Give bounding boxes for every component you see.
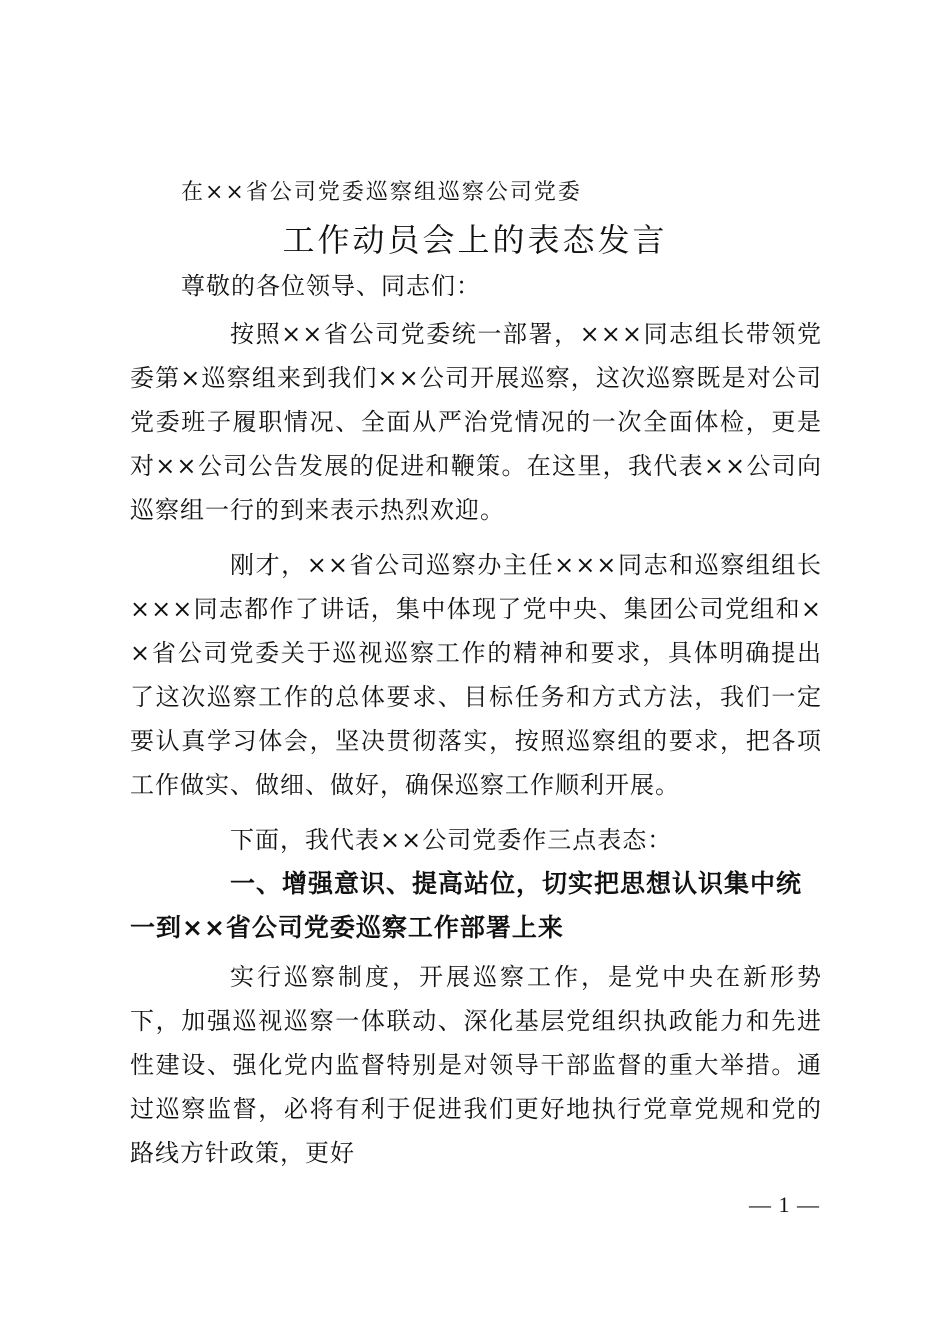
document-title: 工作动员会上的表态发言	[282, 221, 668, 259]
page-number: — 1 —	[749, 1192, 820, 1217]
paragraph-intro: 按照××省公司党委统一部署，×××同志组长带领党委第×巡察组来到我们××公司开展巡察，这次巡察既是对公司党委班子履职情况、全面从严治党情况的一次全面体检，更是对××公司公告发展的促进和鞭策。在这里，我代表××公司向巡察组一行的到来表示热烈欢迎。	[130, 320, 822, 524]
document-subtitle: 在××省公司党委巡察组巡察公司党委	[181, 180, 582, 205]
salutation: 尊敬的各位领导、同志们：	[181, 272, 481, 300]
section-heading-1: 一、增强意识、提高站位，切实把思想认识集中统一到××省公司党委巡察工作部署上来	[130, 869, 803, 942]
paragraph-transition: 下面，我代表××公司党委作三点表态：	[230, 826, 673, 854]
paragraph-section-1: 实行巡察制度，开展巡察工作，是党中央在新形势下，加强巡视巡察一体联动、深化基层党组织执政能力和先进性建设、强化党内监督特别是对领导干部监督的重大举措。通过巡察监督，必将有利于促进我们更好地执行党章党规和党的路线方针政策，更好	[130, 963, 822, 1167]
paragraph-speech-summary: 刚才，××省公司巡察办主任×××同志和巡察组组长×××同志都作了讲话，集中体现了党中央、集团公司党组和××省公司党委关于巡视巡察工作的精神和要求，具体明确提出了这次巡察工作的总体要求、目标任务和方式方法，我们一定要认真学习体会，坚决贯彻落实，按照巡察组的要求，把各项工作做实、做细、做好，确保巡察工作顺利开展。	[130, 551, 822, 799]
